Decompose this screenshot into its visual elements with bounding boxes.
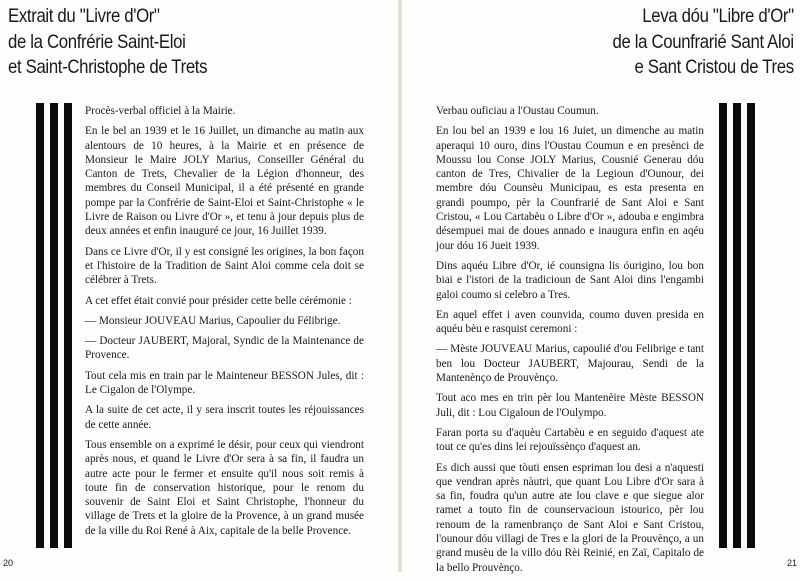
- left-paragraph: A cet effet était convié pour présider cette belle cérémonie :: [85, 294, 352, 307]
- right-paragraph: Tout aco mes en trin pèr lou Mantenèire Mèste BESSON Juli, dit : Lou Cigaloun de l'Oulympo.: [436, 392, 704, 419]
- right-page-number: 21: [786, 558, 797, 568]
- left-heading-line-2: de la Confrérie Saint-Eloi: [8, 30, 186, 53]
- left-stripes-decoration: [36, 103, 72, 548]
- left-heading: [8, 4, 207, 81]
- right-page: [400, 0, 800, 572]
- right-paragraph: Verbau ouficiau a l'Oustau Coumun.: [436, 105, 599, 117]
- right-paragraph: Es dich aussi que tòuti ensen espriman lou desi a n'aquesti que vendran après nàutri, que quant Lou Libre d'Or sara à sa fin, foudra qu'un autre ate lou clave e que siegue alor ramet a touto fin de counservacioun istourico, pèr lou renoum de la ramenbranço de Sant Aloi e Sant Cristou, l'ounour dóu villagi de Tres e la glori de la Prouvènço, a un grand musèu de la villo dóu Rèi Reinié, en Zaï, Capitalo de la bello Prouvènço.: [436, 461, 704, 574]
- left-page: [0, 0, 400, 572]
- right-paragraph: En lou bel an 1939 e lou 16 Juiet, un dimenche au matin aperaqui 10 ouro, dins l'Oustau Coumun e en presènci de Moussu lou Conse JOLY Marius, Cousnié Generau dóu canton de Tres, Chivalier de la Legioun d'Ounour, dei membre dóu Counsèu Municipau, es esta presenta en grandi poumpo, pèr la Counfrarié de Sant Aloi e Sant Cristou, « Lou Cartabèu o Libre d'Or », adouba e engimbra désempuei mai de doues annado e inaugura enfin en aqéu jour dóu 16 Jueit 1939.: [436, 125, 704, 252]
- left-paragraph: En le bel an 1939 et le 16 Juillet, un dimanche au matin aux alentours de 10 heures, à la Mairie et en présence de Monsieur le Maire JOLY Marius, Conseiller Général du Canton de Trets, Chevalier de la Légion d'honneur, des membres du Conseil Municipal, il a été présenté en grande pompe par la Confrérie de Saint-Eloi et Saint-Christophe « le Livre de Raison ou Livre d'Or », et tenu à jour depuis plus de deux années et enfin inauguré ce jour, 16 Juillet 1939.: [85, 125, 364, 238]
- right-heading: [613, 4, 794, 81]
- left-paragraph: Tous ensemble on a exprimé le désir, pour ceux qui viendront après nous, et quand le Livre d'Or sera à sa fin, il faudra un autre acte pour le fermer et ensuite qu'il nous soit remis à toute fin de conservation historique, pour le renom du souvenir de Saint Eloi et Saint Christophe, l'honneur du village de Trets et la gloire de la Provence, à un grand musée de la ville du Roi René à Aix, capitale de la belle Provence.: [85, 438, 364, 537]
- right-paragraph: Dins aquéu Libre d'Or, ié counsigna lis óurigino, lou bon biai e l'istori de la tradicioun de Sant Aloi dins l'engambi galoi coumo si celebro a Tres.: [436, 259, 704, 301]
- right-paragraph: En aquel effet i aven counvida, coumo duven presida en aquéu bèu e rasquist ceremoni :: [436, 308, 704, 336]
- left-paragraph: — Monsieur JOUVEAU Marius, Capoulier du Félibrige.: [85, 314, 341, 327]
- right-heading-line-2: de la Counfrarié Sant Aloi: [612, 30, 794, 53]
- left-paragraph: Tout cela mis en train par le Mainteneur BESSON Jules, dit : Le Cigalon de l'Olympe.: [85, 369, 364, 397]
- left-paragraph: — Docteur JAUBERT, Majoral, Syndic de la Maintenance de Provence.: [85, 335, 364, 362]
- left-heading-line-3: et Saint-Christophe de Trets: [8, 56, 208, 78]
- right-paragraph: Faran porta su d'aquèu Cartabèu e en seguido d'aquest ate tout ce qu'es dins lei rejouïssènço d'aquest an.: [436, 426, 704, 454]
- right-stripes-decoration: [719, 103, 755, 548]
- right-heading-line-1: Leva dóu "Libre d'Or": [642, 5, 794, 27]
- left-paragraph: Procès-verbal officiel à la Mairie.: [85, 105, 236, 117]
- right-paragraph: — Mèste JOUVEAU Marius, capoulié d'ou Felibrige e tant ben lou Docteur JAUBERT, Majourau, Sendi de la Mantenènço de Prouvènço.: [436, 343, 704, 385]
- right-body-text: [436, 104, 704, 581]
- left-body-text: [85, 104, 364, 544]
- left-paragraph: Dans ce Livre d'Or, il y est consigné les origines, la bon façon et l'histoire de la Tradition de Saint Aloi comme cela doit se célébrer à Trets.: [85, 245, 364, 287]
- left-paragraph: A la suite de cet acte, il y sera inscrit toutes les réjouissances de cette année.: [85, 404, 364, 431]
- right-heading-line-3: e Sant Cristou de Tres: [634, 56, 794, 78]
- left-page-number: 20: [3, 558, 14, 568]
- left-heading-line-1: Extrait du "Livre d'Or": [8, 5, 160, 27]
